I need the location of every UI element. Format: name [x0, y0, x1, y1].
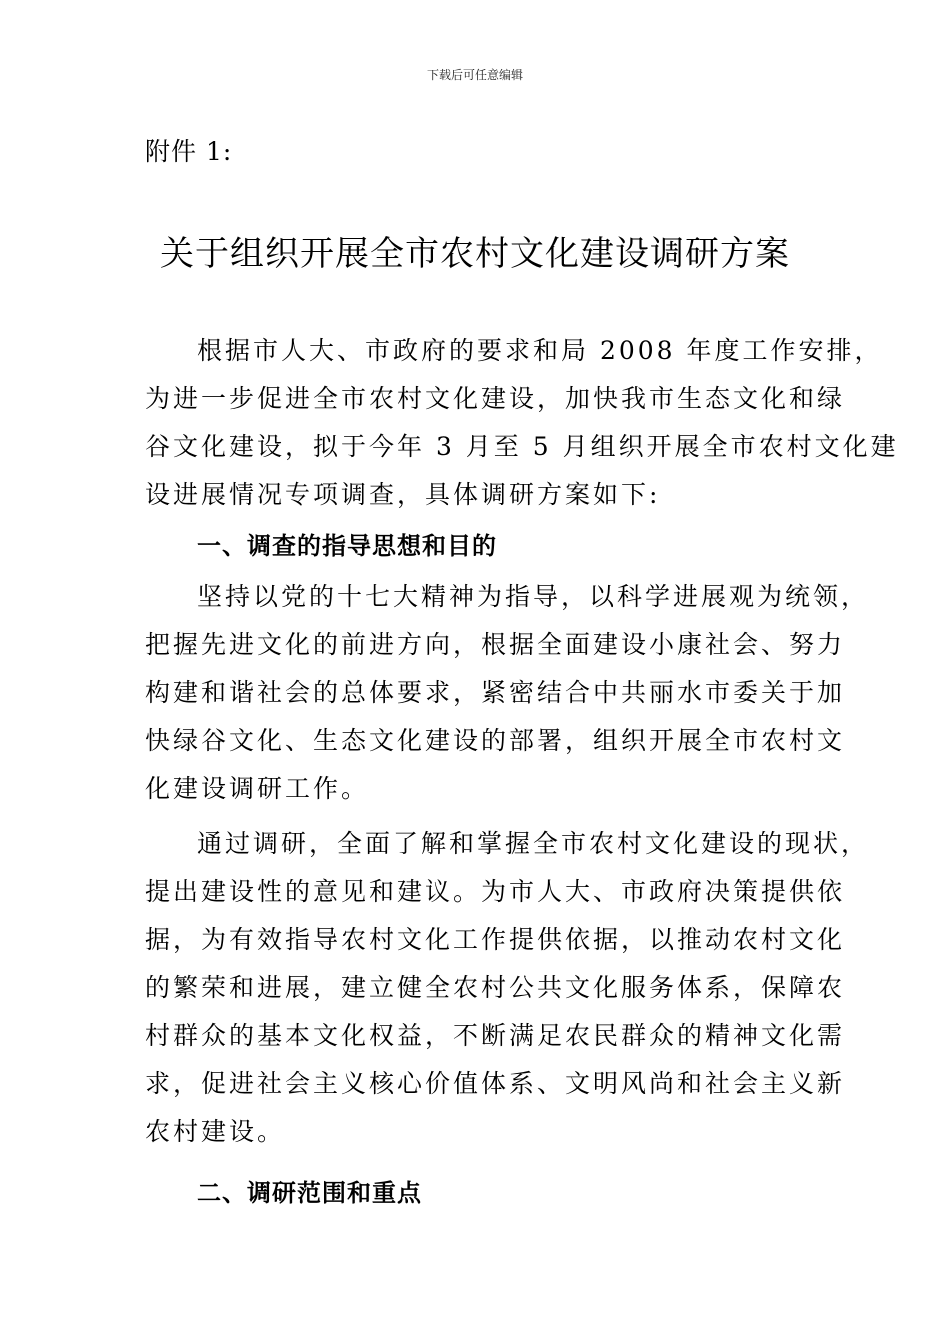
para1-line: 坚持以党的十七大精神为指导，以科学进展观为统领，	[197, 582, 870, 611]
page-header-note: 下载后可任意编辑	[426, 68, 523, 82]
para2-line: 村群众的基本文化权益，不断满足农民群众的精神文化需	[145, 1021, 846, 1050]
para2-line: 通过调研，全面了解和掌握全市农村文化建设的现状，	[197, 829, 870, 858]
intro-line: 设进展情况专项调查，具体调研方案如下:	[145, 480, 661, 509]
para2-line: 的繁荣和进展，建立健全农村公共文化服务体系，保障农	[145, 973, 846, 1002]
para1-line: 把握先进文化的前进方向，根据全面建设小康社会、努力	[145, 630, 846, 659]
document-title: 关于组织开展全市农村文化建设调研方案	[160, 234, 790, 274]
para2-line: 据，为有效指导农村文化工作提供依据，以推动农村文化	[145, 925, 846, 954]
intro-line: 为进一步促进全市农村文化建设，加快我市生态文化和绿	[145, 384, 846, 413]
para2-line: 提出建设性的意见和建议。为市人大、市政府决策提供依	[145, 877, 846, 906]
para2-line: 求，促进社会主义核心价值体系、文明风尚和社会主义新	[145, 1069, 846, 1098]
intro-line: 谷文化建设，拟于今年 3 月至 5 月组织开展全市农村文化建	[145, 432, 899, 461]
para1-line: 化建设调研工作。	[145, 774, 370, 803]
para2-line: 农村建设。	[145, 1117, 286, 1146]
section-heading-2: 二、调研范围和重点	[197, 1179, 422, 1207]
section-heading-1: 一、调查的指导思想和目的	[197, 532, 497, 560]
intro-line: 根据市人大、市政府的要求和局 2008 年度工作安排，	[197, 336, 883, 365]
attachment-label: 附件 1:	[145, 137, 233, 166]
para1-line: 构建和谐社会的总体要求，紧密结合中共丽水市委关于加	[145, 678, 846, 707]
para1-line: 快绿谷文化、生态文化建设的部署，组织开展全市农村文	[145, 726, 846, 755]
